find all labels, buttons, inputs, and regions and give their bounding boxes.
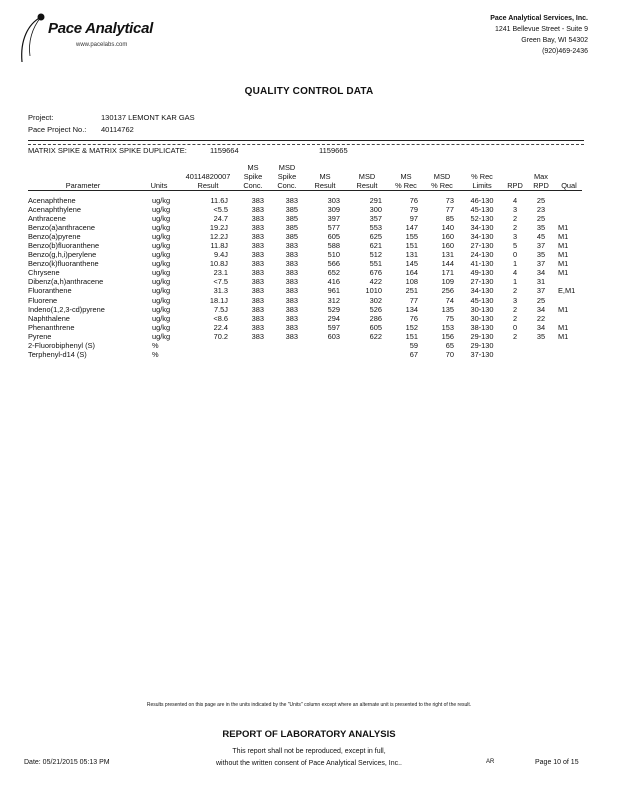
table-cell: 510 [327,250,340,260]
table-row [28,232,582,241]
col-msd-rec: MSD % Rec [431,171,453,190]
table-cell: M1 [558,250,569,260]
table-cell: 7.5J [214,304,228,314]
col-ms-rec: MS % Rec [395,171,417,190]
units-footnote: Results presented on this page are in the units indicated by the "Units" column except where an alternate unit is presented to the right of the result. [146,702,472,708]
table-cell: 171 [441,268,454,278]
table-cell: 24-130 [470,250,494,260]
table-cell: M1 [558,240,569,250]
table-cell: 45 [536,231,546,241]
table-cell: 160 [441,231,454,241]
table-cell: 37 [536,286,546,296]
col-msd-spike: MSD Spike Conc. [277,162,297,190]
table-row [28,223,582,232]
table-cell [346,341,388,350]
table-cell: ug/kg [152,313,171,323]
table-cell: 151 [405,240,418,250]
table-cell: 588 [327,240,340,250]
table-cell: 526 [369,304,382,314]
table-row [28,286,582,295]
table-cell: ug/kg [152,213,171,223]
table-cell: 597 [327,322,340,332]
table-cell: 551 [369,259,382,269]
table-cell: 31 [536,277,546,287]
table-cell: 108 [405,277,418,287]
table-cell: 45-130 [470,204,494,214]
table-cell: Dibenz(a,h)anthracene [28,277,104,287]
section-divider-dashed [28,144,584,145]
table-cell: E,M1 [558,286,576,296]
table-cell [346,350,388,359]
msd-id: 1159665 [319,146,348,155]
table-cell: Benzo(g,h,i)perylene [28,250,97,260]
table-cell: 383 [285,304,298,314]
table-cell: 25 [536,295,546,305]
table-cell [556,350,582,359]
table-cell: 29-130 [470,331,494,341]
table-cell: 18.1J [209,295,228,305]
table-cell: M1 [558,331,569,341]
table-cell: 135 [441,304,454,314]
table-cell: 37-130 [470,350,494,360]
table-cell: M1 [558,304,569,314]
table-cell: 383 [251,259,264,269]
table-cell: 383 [285,240,298,250]
table-cell: 41-130 [470,259,494,269]
col-msd-result: MSD Result [356,171,378,190]
company-city: Green Bay, WI 54302 [521,37,588,44]
table-cell: 383 [251,195,264,205]
table-cell [556,214,582,223]
table-cell: 385 [285,222,298,232]
table-cell: M1 [558,231,569,241]
table-cell: 303 [327,195,340,205]
table-cell: 145 [405,259,418,269]
table-cell: 74 [445,295,454,305]
table-cell: 109 [441,277,454,287]
table-cell: 383 [285,195,298,205]
table-cell: 385 [285,213,298,223]
table-cell: 131 [441,250,454,260]
table-cell: 383 [285,286,298,296]
table-cell: Acenaphthene [28,195,76,205]
table-cell [526,350,556,359]
table-cell: 153 [441,322,454,332]
col-units: Units [150,180,168,190]
table-cell [180,350,236,359]
table-cell: ug/kg [152,322,171,332]
table-cell: 2-Fluorobiphenyl (S) [28,341,95,350]
table-cell: 294 [327,313,340,323]
table-cell: M1 [558,322,569,332]
table-cell [504,341,526,350]
table-cell: 603 [327,331,340,341]
table-cell: 383 [251,322,264,332]
table-cell: 961 [327,286,340,296]
table-cell: Phenanthrene [28,322,75,332]
table-cell: 300 [369,204,382,214]
col-rpd: RPD [507,180,523,190]
disclaimer-line-1: This report shall not be reproduced, except in full, [232,748,386,755]
table-cell: 59 [409,341,418,350]
table-cell: Chrysene [28,268,60,278]
table-cell: 622 [369,331,382,341]
table-cell: Naphthalene [28,313,70,323]
table-cell: 73 [445,195,454,205]
table-cell [556,277,582,286]
table-cell: ug/kg [152,259,171,269]
table-cell: Benzo(b)fluoranthene [28,240,100,250]
table-cell: 35 [536,250,546,260]
table-cell [504,350,526,359]
table-cell: 24.7 [213,213,228,223]
table-cell: 291 [369,195,382,205]
table-row [28,259,582,268]
table-cell: 34 [536,268,546,278]
table-cell: 155 [405,231,418,241]
table-cell: 9.4J [214,250,228,260]
table-cell: 1010 [365,286,382,296]
table-cell: 34-130 [470,231,494,241]
table-cell: Benzo(a)pyrene [28,231,81,241]
table-cell: 147 [405,222,418,232]
table-cell: 31.3 [213,286,228,296]
table-cell: ug/kg [152,204,171,214]
table-cell: 3 [512,295,518,305]
table-cell: 383 [251,222,264,232]
table-cell [556,341,582,350]
table-cell [270,341,304,350]
table-cell: ug/kg [152,286,171,296]
table-cell: ug/kg [152,222,171,232]
table-cell: 12.2J [209,231,228,241]
table-cell: 77 [445,204,454,214]
table-cell: ug/kg [152,240,171,250]
table-cell: % [152,350,159,360]
table-cell: 27-130 [470,240,494,250]
table-cell: 29-130 [470,341,494,350]
table-cell: 11.6J [210,195,228,205]
table-row [28,268,582,277]
table-cell: 34 [536,322,546,332]
table-cell: 2 [512,286,518,296]
company-website: www.pacelabs.com [76,42,128,48]
page-title: QUALITY CONTROL DATA [244,86,374,97]
table-row [28,332,582,341]
table-cell: 397 [327,213,340,223]
report-disclaimer [0,746,618,770]
table-cell: 385 [285,231,298,241]
table-cell: % [152,341,159,350]
table-cell: 131 [405,250,418,260]
col-result: 40114820007 Result [185,171,231,190]
table-cell: 76 [409,195,418,205]
table-cell: 625 [369,231,382,241]
col-ms-result: MS Result [314,171,336,190]
table-cell: 1 [512,259,518,269]
table-row [28,205,582,214]
table-cell: 309 [327,204,340,214]
ms-msd-label: MATRIX SPIKE & MATRIX SPIKE DUPLICATE: [28,146,187,155]
table-cell: 383 [251,286,264,296]
table-cell: 251 [405,286,418,296]
company-logo-text: Pace Analytical [48,20,154,37]
table-cell: 4 [512,195,518,205]
table-cell [304,341,346,350]
table-cell [270,350,304,359]
table-row [28,323,582,332]
company-address [490,13,588,57]
table-cell: 67 [409,350,418,360]
table-cell: 22 [536,313,546,323]
table-cell: <8.6 [213,313,228,323]
table-cell: Fluoranthene [28,286,72,296]
table-cell: Terphenyl-d14 (S) [28,350,87,360]
table-cell: 49-130 [470,268,494,278]
pace-project-value: 40114762 [101,125,134,134]
table-cell: 383 [285,277,298,287]
table-cell [556,314,582,323]
table-cell: 10.8J [209,259,228,269]
col-parameter: Parameter [65,180,101,190]
table-cell: 85 [445,213,454,223]
table-cell: 383 [251,204,264,214]
table-cell: 383 [285,295,298,305]
table-cell: 422 [369,277,382,287]
table-cell: 27-130 [470,277,494,287]
table-cell: 34 [536,304,546,314]
table-cell: ug/kg [152,250,171,260]
table-cell: 3 [512,204,518,214]
table-cell: 52-130 [470,213,494,223]
table-cell: <7.5 [213,277,228,287]
table-cell: 621 [369,240,382,250]
table-cell: 25 [536,213,546,223]
table-cell: 2 [512,304,518,314]
table-cell: 151 [405,331,418,341]
table-row [28,214,582,223]
table-cell: 3 [512,231,518,241]
qc-data-table [28,157,582,359]
table-cell: 19.2J [209,222,228,232]
table-cell: 34-130 [470,222,494,232]
table-cell: 76 [409,313,418,323]
table-cell: 0 [512,322,518,332]
table-cell: M1 [558,268,569,278]
table-cell: ug/kg [152,277,171,287]
table-cell: 0 [512,250,518,260]
table-cell: 75 [445,313,454,323]
page-number: Page 10 of 15 [535,759,579,766]
table-cell: 383 [251,250,264,260]
table-cell: Benzo(k)fluoranthene [28,259,99,269]
table-cell: 11.8J [210,240,228,250]
table-cell: 676 [369,268,382,278]
table-cell: 23 [536,204,546,214]
table-cell: 134 [405,304,418,314]
table-cell: 30-130 [470,313,494,323]
table-row [28,277,582,286]
col-max-rpd: Max RPD [533,171,549,190]
table-cell [556,296,582,305]
table-cell: 286 [369,313,382,323]
pace-project-label: Pace Project No.: [28,125,87,134]
project-info [28,112,195,136]
table-cell: 140 [441,222,454,232]
table-cell: Fluorene [28,295,58,305]
table-cell: 383 [251,213,264,223]
table-cell: 302 [369,295,382,305]
table-cell: ug/kg [152,195,171,205]
company-street: 1241 Bellevue Street - Suite 9 [494,26,588,33]
table-cell: ug/kg [152,268,171,278]
table-cell: 45-130 [470,295,494,305]
table-cell: 2 [512,313,518,323]
company-phone: (920)469-2436 [542,48,588,55]
table-cell: 383 [285,322,298,332]
table-cell: 652 [327,268,340,278]
table-cell: 70.2 [213,331,228,341]
disclaimer-line-2: without the written consent of Pace Analytical Services, Inc.. [216,760,402,767]
table-cell: 1 [512,277,518,287]
table-row [28,305,582,314]
table-cell: 605 [369,322,382,332]
table-cell: 156 [441,331,454,341]
table-cell: 577 [327,222,340,232]
table-cell [236,350,270,359]
table-cell: 22.4 [213,322,228,332]
table-cell: 383 [251,231,264,241]
table-cell: 383 [285,259,298,269]
table-cell: 383 [285,331,298,341]
table-cell [556,205,582,214]
pace-logo-mark-icon [10,10,70,68]
table-cell: 160 [441,240,454,250]
table-cell: 256 [441,286,454,296]
table-cell: 566 [327,259,340,269]
table-cell: ug/kg [152,304,171,314]
report-date: Date: 05/21/2015 05:13 PM [24,759,110,766]
table-cell: 38-130 [470,322,494,332]
section-divider [28,140,584,141]
table-cell: 46-130 [470,195,494,205]
table-cell: 385 [285,204,298,214]
col-rec-limits: % Rec Limits [471,171,493,190]
table-cell: 30-130 [470,304,494,314]
table-cell: 2 [512,331,518,341]
table-cell: 5 [512,240,518,250]
table-cell: 77 [409,295,418,305]
table-cell: 553 [369,222,382,232]
table-row [28,341,582,350]
table-cell [526,341,556,350]
table-cell: 37 [536,240,546,250]
table-cell: 97 [409,213,418,223]
table-cell: 383 [285,268,298,278]
table-cell: ug/kg [152,331,171,341]
table-cell: 529 [327,304,340,314]
table-cell [180,341,236,350]
table-cell [304,350,346,359]
table-cell: 25 [536,195,546,205]
table-cell: 70 [445,350,454,360]
project-value: 130137 LEMONT KAR GAS [101,113,195,122]
table-cell: 383 [251,331,264,341]
table-cell: 383 [251,240,264,250]
table-cell: 383 [251,313,264,323]
table-cell: 35 [536,222,546,232]
col-qual: Qual [561,180,577,190]
table-cell: 23.1 [213,268,228,278]
table-row [28,250,582,259]
table-cell: 2 [512,222,518,232]
table-cell: 605 [327,231,340,241]
table-cell: M1 [558,222,569,232]
table-cell: Acenaphthylene [28,204,82,214]
table-row [28,241,582,250]
report-title: REPORT OF LABORATORY ANALYSIS [222,729,396,740]
table-cell: M1 [558,259,569,269]
table-cell: 312 [327,295,340,305]
table-cell: 383 [251,268,264,278]
table-cell: 34-130 [470,286,494,296]
table-cell: Benzo(a)anthracene [28,222,95,232]
table-cell: 357 [369,213,382,223]
table-cell: 4 [512,268,518,278]
table-cell: 383 [251,304,264,314]
table-cell: 383 [251,277,264,287]
table-cell [556,196,582,205]
table-cell: 383 [251,295,264,305]
table-cell: Pyrene [28,331,52,341]
table-row [28,314,582,323]
company-name: Pace Analytical Services, Inc. [490,15,588,22]
table-cell: <5.5 [213,204,228,214]
table-cell: Indeno(1,2,3-cd)pyrene [28,304,105,314]
table-cell: 79 [409,204,418,214]
table-cell: 37 [536,259,546,269]
table-cell: 144 [441,259,454,269]
col-ms-spike: MS Spike Conc. [243,162,263,190]
table-cell [236,341,270,350]
ms-id: 1159664 [210,146,239,155]
analyst-initials: AR [486,759,495,765]
table-row [28,296,582,305]
table-cell: 65 [445,341,454,350]
table-cell: 416 [327,277,340,287]
table-row [28,196,582,205]
table-cell: 2 [512,213,518,223]
table-cell: 383 [285,313,298,323]
table-cell: 383 [285,250,298,260]
table-cell: Anthracene [28,213,66,223]
table-cell: 35 [536,331,546,341]
table-cell: 164 [405,268,418,278]
table-cell: 152 [405,322,418,332]
table-cell: ug/kg [152,231,171,241]
table-cell: 512 [369,250,382,260]
table-row [28,350,582,359]
table-cell: ug/kg [152,295,171,305]
project-label: Project: [28,113,54,122]
